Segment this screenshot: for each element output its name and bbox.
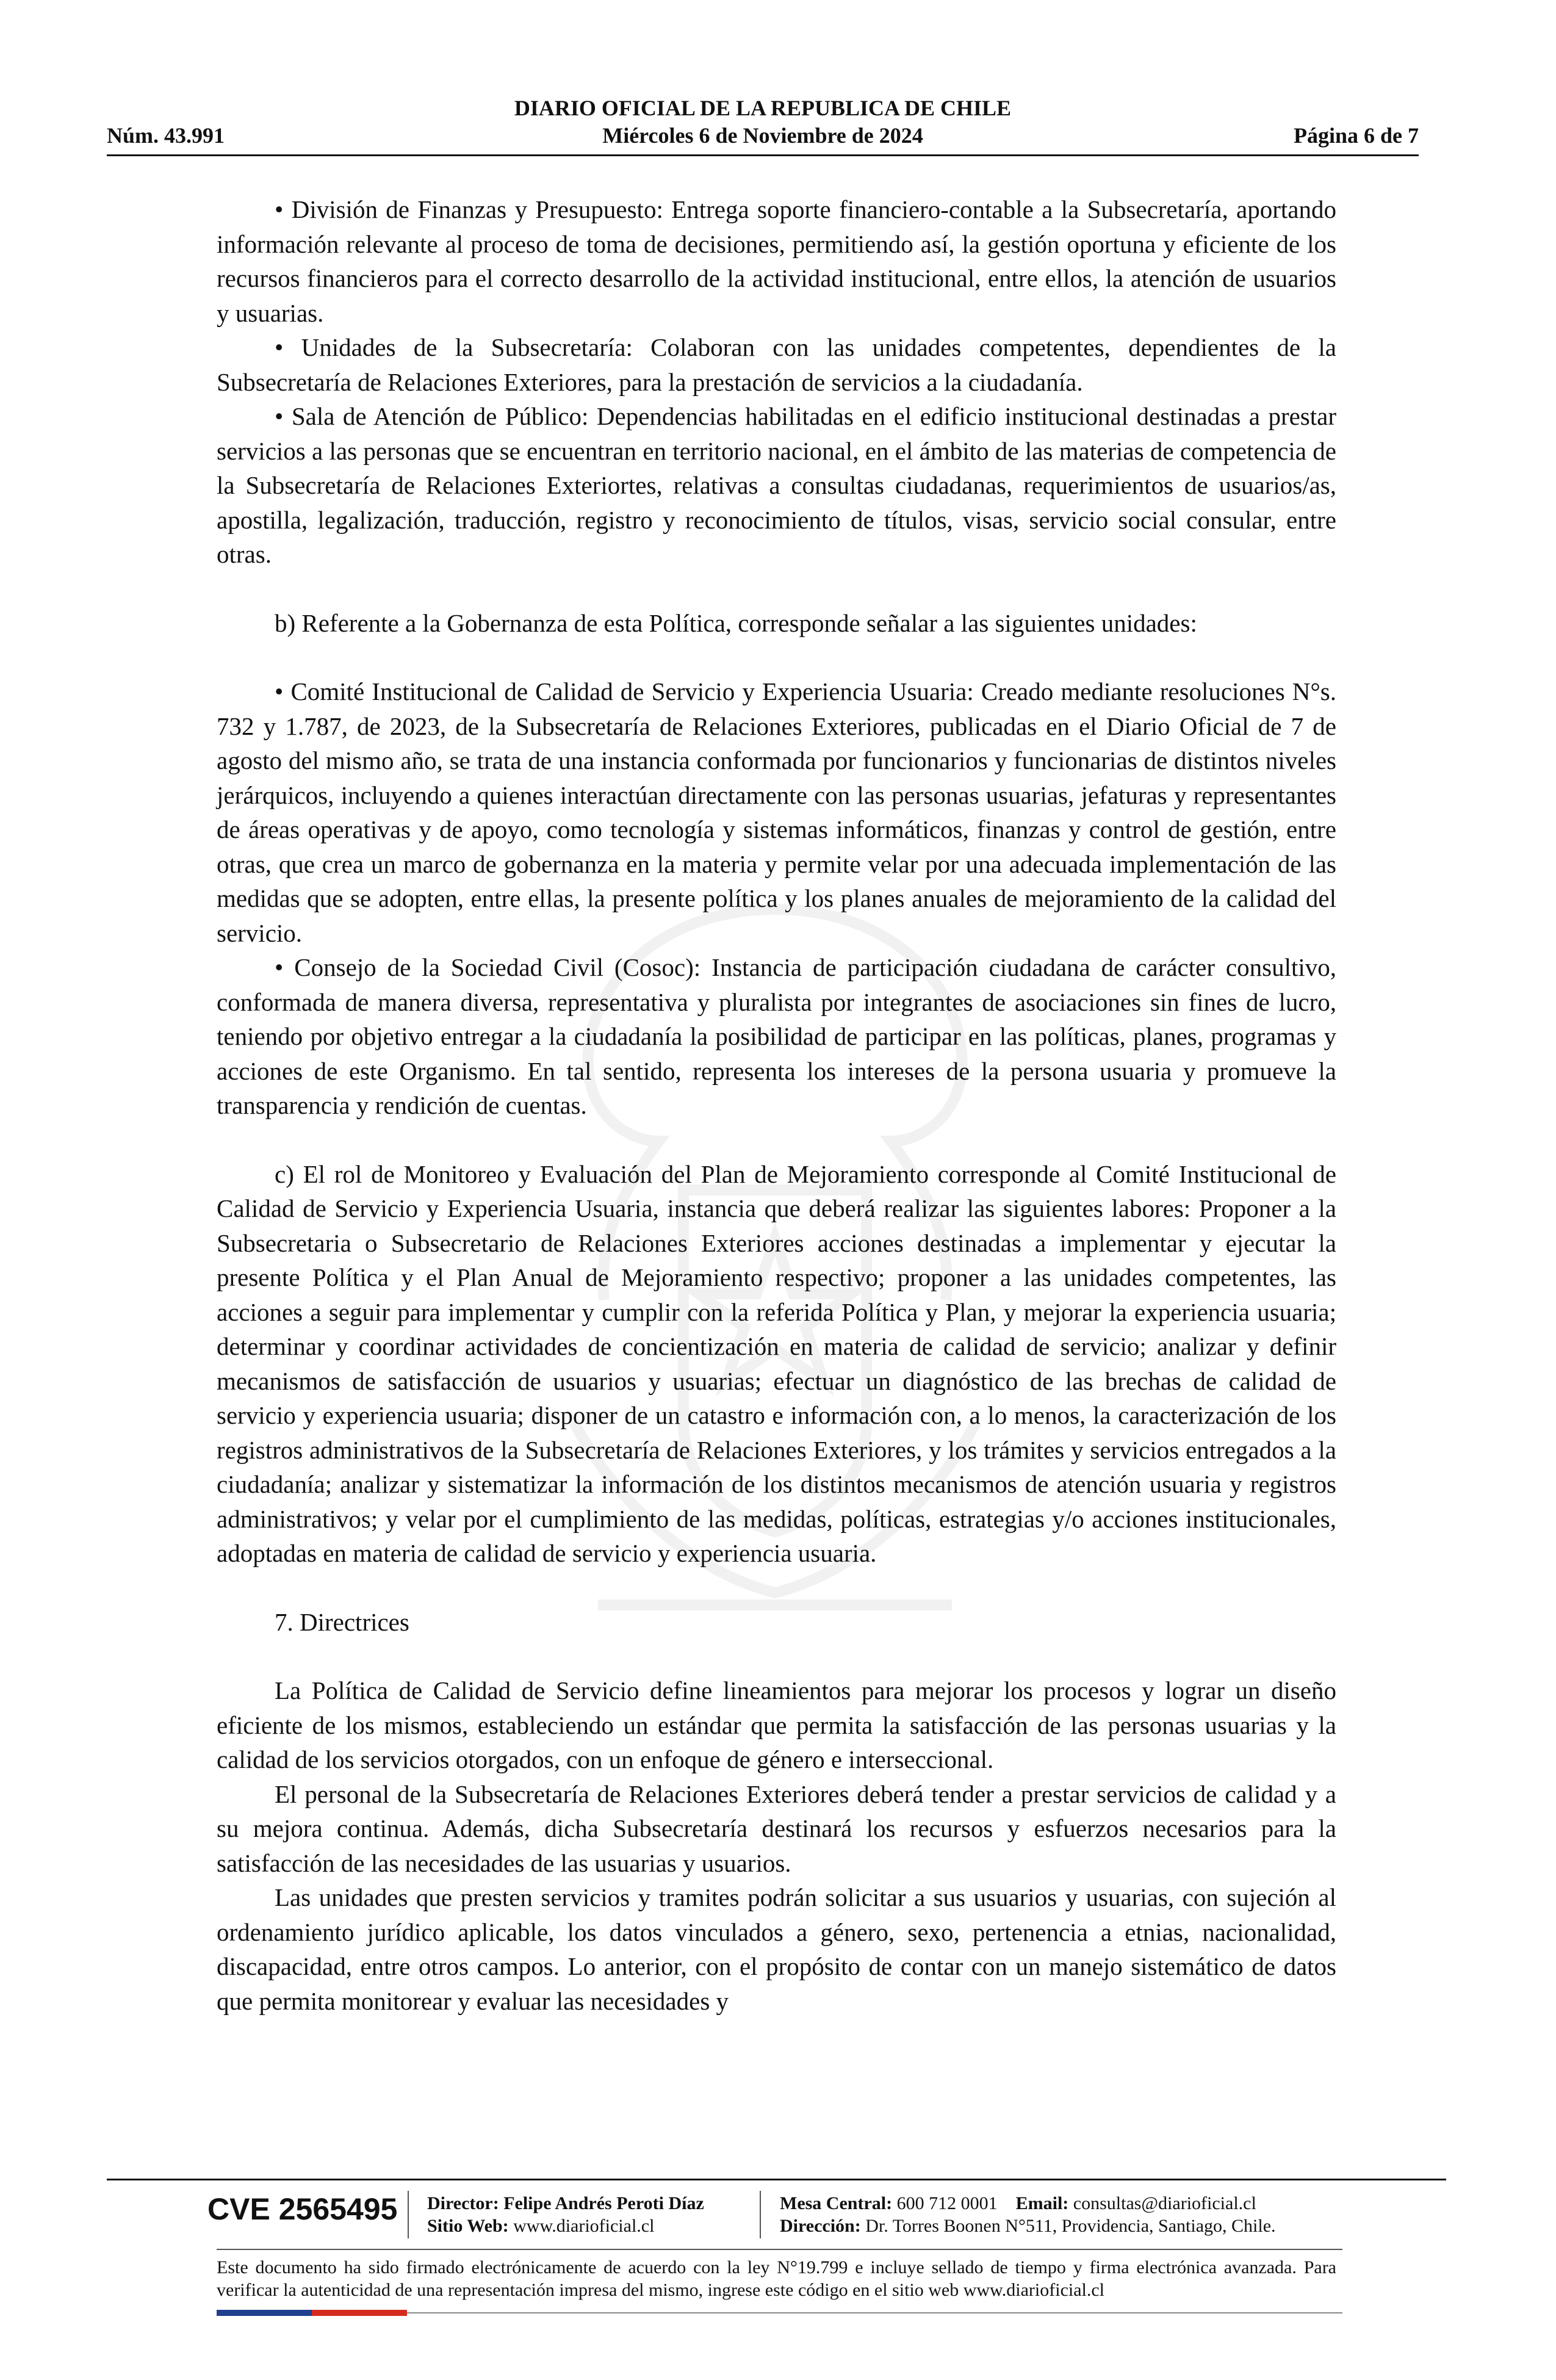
cve-code: CVE 2565495 xyxy=(207,2192,398,2226)
footer-divider-bottom xyxy=(407,2312,1342,2313)
gazette-title: DIARIO OFICIAL DE LA REPUBLICA DE CHILE xyxy=(514,96,1012,120)
flag-red-segment xyxy=(312,2310,407,2316)
address-label: Dirección: xyxy=(780,2216,861,2236)
paragraph-personal: El personal de la Subsecretaría de Relaciones Exteriores deberá tender a prestar servicios de calidad y a su mejora continua. Además, dicha Subsecretaría destinará los recursos y esfuerzos necesarios para la satisfacción de las necesidades de las usuarias y usuarios. xyxy=(217,1780,1336,1877)
email-link[interactable]: consultas@diarioficial.cl xyxy=(1073,2193,1256,2213)
paragraph-cosoc: • Consejo de la Sociedad Civil (Cosoc): Instancia de participación ciudadana de carácter consultivo, conformada de manera diversa, representativa y pluralista por integrantes de asociaciones sin fines de lucro, teniendo por objetivo entregar a la ciudadanía la posibilidad de participar en las políticas, planes, programas y acciones de este Organismo. En tal sentido, representa los intereses de la persona usuaria y promueve la transparencia y rendición de cuentas. xyxy=(217,953,1336,1119)
director-label: Director: xyxy=(427,2193,499,2213)
email-label: Email: xyxy=(1015,2193,1069,2213)
footer-column-divider xyxy=(408,2191,409,2238)
footer-divider-top xyxy=(107,2179,1446,2180)
address-value: Dr. Torres Boonen N°511, Providencia, Santiago, Chile. xyxy=(865,2216,1276,2236)
footer-column-divider xyxy=(760,2191,761,2238)
page-indicator: Página 6 de 7 xyxy=(1293,123,1419,148)
flag-color-bar xyxy=(217,2310,407,2316)
paragraph-unidades: • Unidades de la Subsecretaría: Colaboran con las unidades competentes, dependientes de la Subsecretaría de Relaciones Exteriores, para la prestación de servicios a la ciudadanía. xyxy=(217,333,1336,396)
issue-number: Núm. 43.991 xyxy=(107,123,225,148)
issue-date: Miércoles 6 de Noviembre de 2024 xyxy=(602,123,923,148)
site-label: Sitio Web: xyxy=(427,2216,509,2236)
page-header xyxy=(107,95,1419,159)
paragraph-monitoreo: c) El rol de Monitoreo y Evaluación del Plan de Mejoramiento corresponde al Comité Institucional de Calidad de Servicio y Experiencia Usuaria, instancia que deberá realizar las siguientes labores: Proponer a la Subsecretaria o Subsecretario de Relaciones Exteriores acciones destinadas a implementar y ejecutar la presente Política y el Plan Anual de Mejoramiento respectivo; proponer a las unidades competentes, las acciones a seguir para implementar y cumplir con la referida Política y Plan, y mejorar la experiencia usuaria; determinar y coordinar actividades de concientización en materia de calidad de servicio; analizar y definir mecanismos de satisfacción de usuarios y usuarias; efectuar un diagnóstico de las brechas de calidad de servicio y experiencia usuaria; disponer de un catastro e información con, a lo menos, la caracterización de los registros administrativos de la Subsecretaría de Relaciones Exteriores, y los trámites y servicios entregados a la ciudadanía; analizar y sistematizar la información de los distintos mecanismos de atención usuaria y registros administrativos; y velar por el cumplimiento de las medidas, políticas, estrategias y/o acciones institucionales, adoptadas en materia de calidad de servicio y experiencia usuaria. xyxy=(217,1159,1336,1567)
paragraph-sala-atencion: • Sala de Atención de Público: Dependencias habilitadas en el edificio institucional destinadas a prestar servicios a las personas que se encuentran en territorio nacional, en el ámbito de las materias de competencia de la Subsecretaría de Relaciones Exteriortes, relativas a consultas ciudadanas, requerimientos de usuarios/as, apostilla, legalización, traducción, registro y reconocimiento de títulos, visas, servicio social consular, entre otras. xyxy=(217,402,1336,568)
site-link[interactable]: www.diarioficial.cl xyxy=(513,2216,655,2236)
paragraph-comite: • Comité Institucional de Calidad de Servicio y Experiencia Usuaria: Creado mediante resoluciones N°s. 732 y 1.787, de 2023, de la Subsecretaría de Relaciones Exteriores, publicadas en el Diario Oficial de 7 de agosto del mismo año, se trata de una instancia conformada por funcionarios y funcionarias de distintos niveles jerárquicos, incluyendo a quienes interactúan directamente con las personas usuarias, jefaturas y representantes de áreas operativas y de apoyo, como tecnología y sistemas informáticos, finanzas y control de gestión, entre otras, que crea un marco de gobernanza en la materia y permite velar por una adecuada implementación de las medidas que se adopten, entre ellas, la presente política y los planes anuales de mejoramiento de la calidad del servicio. xyxy=(217,677,1336,947)
paragraph-finanzas: • División de Finanzas y Presupuesto: Entrega soporte financiero-contable a la Subsecretaría, aportando información relevante al proceso de toma de decisiones, permitiendo así, la gestión oportuna y eficiente de los recursos financieros para el correcto desarrollo de la actividad institucional, entre ellos, la atención de usuarios y usuarias. xyxy=(217,195,1336,327)
footer-director-block xyxy=(427,2192,704,2237)
paragraph-unidades-tramites: Las unidades que presten servicios y tramites podrán solicitar a sus usuarios y usuarias, con sujeción al ordenamiento jurídico aplicable, los datos vinculados a género, sexo, pertenencia a etnias, nacionalidad, discapacidad, entre otros campos. Lo anterior, con el propósito de contar con un manejo sistemático de datos que permita monitorear y evaluar las necesidades y xyxy=(217,1883,1336,2015)
footer-contact-block xyxy=(780,2192,1276,2237)
paragraph-gobernanza: b) Referente a la Gobernanza de esta Política, corresponde señalar a las siguientes unidades: xyxy=(275,608,1197,637)
footer-divider-middle xyxy=(217,2249,1342,2250)
phone-label: Mesa Central: xyxy=(780,2193,893,2213)
paragraph-politica-calidad: La Política de Calidad de Servicio define lineamientos para mejorar los procesos y lograr un diseño eficiente de los mismos, estableciendo un estándar que permita la satisfacción de las personas usuarias y la calidad de los servicios otorgados, con un enfoque de género e interseccional. xyxy=(217,1676,1336,1773)
section-heading-directrices: 7. Directrices xyxy=(275,1607,409,1636)
document-body xyxy=(217,192,1336,2018)
director-name: Felipe Andrés Peroti Díaz xyxy=(503,2193,704,2213)
legal-notice: Este documento ha sido firmado electrónicamente de acuerdo con la ley N°19.799 e incluye sellado de tiempo y firma electrónica avanzada. Para verificar la autenticidad de una representación impresa del mismo, ingrese este código en el sitio web www.diarioficial.cl xyxy=(217,2257,1336,2300)
flag-blue-segment xyxy=(217,2310,312,2316)
phone-value: 600 712 0001 xyxy=(896,2193,998,2213)
header-divider xyxy=(107,154,1419,156)
